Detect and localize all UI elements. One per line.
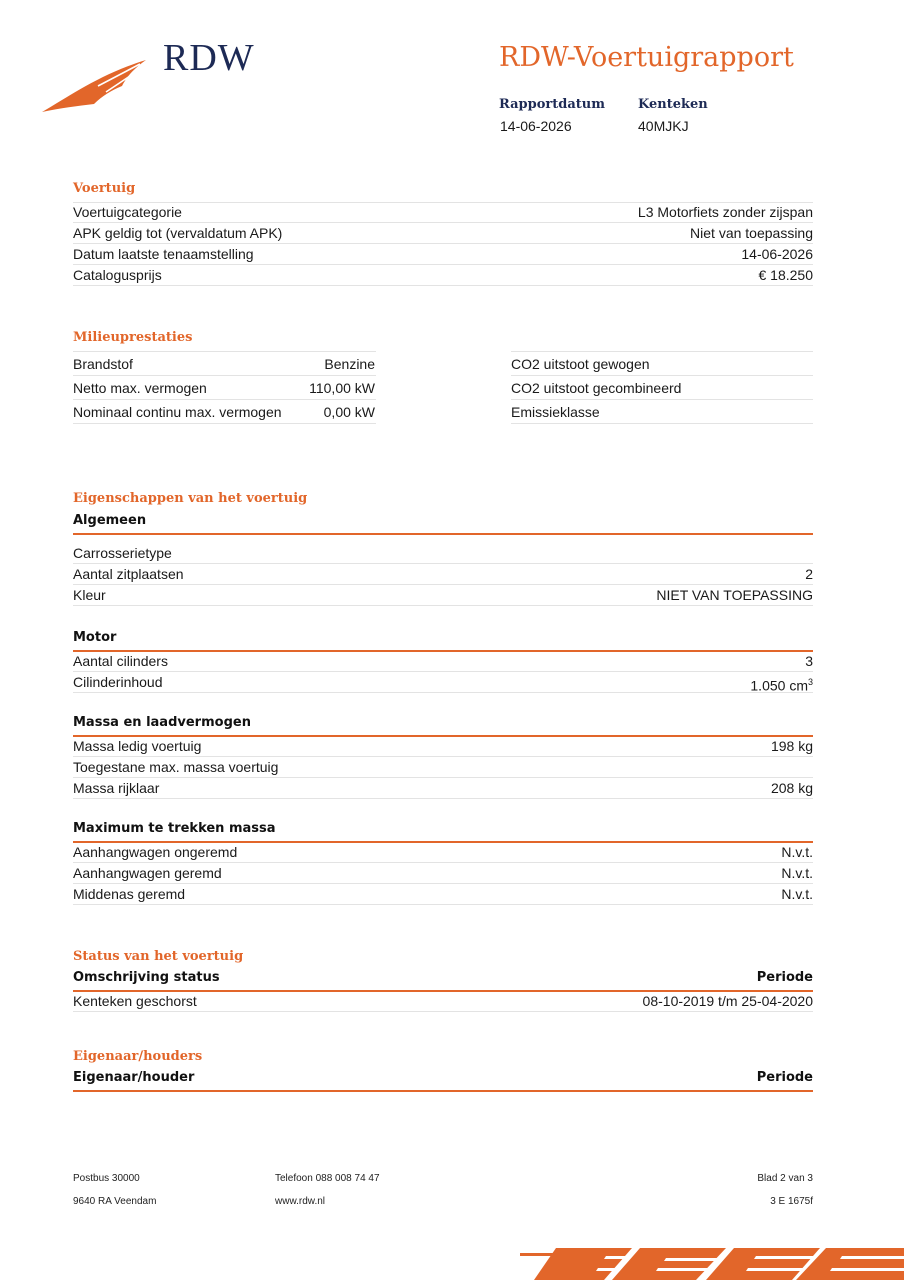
row-value [750, 673, 813, 696]
table-row [73, 244, 813, 265]
row-label: Kenteken geschorst [73, 993, 197, 1009]
row-value: € 18.250 [758, 267, 813, 283]
footer-website: www.rdw.nl [275, 1196, 326, 1207]
row-label: Aantal cilinders [73, 653, 168, 669]
subsection-title-massa [73, 715, 813, 737]
table-row [73, 842, 813, 863]
table-row [73, 736, 813, 757]
row-value: Niet van toepassing [690, 225, 813, 241]
table-row [73, 400, 813, 424]
row-label: Aantal zitplaatsen [73, 566, 184, 582]
column-header-periode: Periode [756, 1070, 813, 1085]
footer-postbus: Postbus 30000 [73, 1173, 140, 1184]
column-header-eigenaar: Eigenaar/houder [73, 1070, 195, 1085]
subsection-label: Motor [73, 630, 117, 645]
footer-telefoon: Telefoon 088 008 74 47 [275, 1173, 380, 1184]
table-row [73, 564, 813, 585]
table-row [73, 265, 813, 286]
subsection-title-trekken [73, 821, 813, 843]
subsection-label: Algemeen [73, 513, 147, 528]
row-value: N.v.t. [781, 886, 813, 902]
row-label: Emissieklasse [511, 404, 600, 420]
rapportdatum-label: Rapportdatum [499, 97, 605, 112]
footer-blad: Blad 2 van 3 [757, 1173, 813, 1184]
row-label: Netto max. vermogen [73, 380, 207, 396]
table-row [73, 543, 813, 564]
section-title-status: Status van het voertuig [73, 949, 244, 964]
row-label: Brandstof [73, 356, 133, 372]
row-value: Benzine [324, 356, 375, 372]
row-value: 14-06-2026 [741, 246, 813, 262]
table-row [73, 863, 813, 884]
section-title-voertuig: Voertuig [73, 181, 136, 196]
row-value: 0,00 kW [323, 404, 375, 420]
row-label: Massa ledig voertuig [73, 738, 202, 754]
row-label: Nominaal continu max. vermogen [73, 404, 282, 420]
report-title: RDW-Voertuigrapport [499, 42, 794, 73]
table-row [73, 884, 813, 905]
table-row [73, 991, 813, 1012]
footer-plaats: 9640 RA Veendam [73, 1196, 157, 1207]
subsection-title-algemeen [73, 513, 813, 535]
row-label: CO2 uitstoot gewogen [511, 356, 650, 372]
table-row [73, 376, 813, 400]
row-value: NIET VAN TOEPASSING [656, 587, 813, 603]
section-title-eigenaar: Eigenaar/houders [73, 1049, 203, 1064]
section-title-eigenschappen: Eigenschappen van het voertuig [73, 491, 308, 506]
table-row [73, 672, 813, 693]
status-header [73, 970, 813, 992]
row-label: Kleur [73, 587, 106, 603]
row-label: Middenas geremd [73, 886, 186, 902]
rdw-stripes-icon [520, 1244, 904, 1280]
kenteken-value: 40MJKJ [638, 118, 689, 134]
table-row [73, 757, 813, 778]
row-label: APK geldig tot (vervaldatum APK) [73, 225, 283, 241]
row-label: Toegestane max. massa voertuig [73, 759, 279, 775]
row-label: Cilinderinhoud [73, 674, 163, 690]
table-row [73, 202, 813, 223]
unit-superscript: 3 [807, 677, 813, 687]
table-row [73, 352, 813, 376]
table-row [73, 651, 813, 672]
footer-code: 3 E 1675f [770, 1196, 813, 1207]
eigenaar-header [73, 1070, 813, 1092]
subsection-title-motor [73, 630, 813, 652]
row-label: Voertuigcategorie [73, 204, 182, 220]
row-value: 3 [805, 653, 813, 669]
kenteken-label: Kenteken [638, 97, 708, 112]
cilinderinhoud-value: 1.050 cm [750, 677, 808, 694]
row-value: 2 [805, 566, 813, 582]
row-label: Datum laatste tenaamstelling [73, 246, 254, 262]
row-value: L3 Motorfiets zonder zijspan [637, 204, 813, 220]
row-label: Catalogusprijs [73, 267, 162, 283]
row-label: Aanhangwagen ongeremd [73, 844, 238, 860]
column-header-periode: Periode [756, 970, 813, 985]
rapportdatum-value: 14-06-2026 [500, 118, 572, 134]
row-value: 208 kg [770, 780, 813, 796]
row-value: N.v.t. [781, 844, 813, 860]
row-value: 198 kg [770, 738, 813, 754]
row-label: Aanhangwagen geremd [73, 865, 222, 881]
table-row [73, 778, 813, 799]
row-value: N.v.t. [781, 865, 813, 881]
column-header-status: Omschrijving status [73, 970, 220, 985]
section-title-milieu: Milieuprestaties [73, 330, 193, 345]
table-row [73, 223, 813, 244]
rdw-logo-text: RDW [163, 37, 255, 79]
subsection-label: Maximum te trekken massa [73, 821, 276, 836]
subsection-label: Massa en laadvermogen [73, 715, 251, 730]
row-label: Carrosserietype [73, 545, 172, 561]
rdw-logo-icon [40, 56, 150, 116]
row-label: CO2 uitstoot gecombineerd [511, 380, 682, 396]
table-row [73, 585, 813, 606]
row-value: 110,00 kW [309, 380, 375, 396]
row-value: 08-10-2019 t/m 25-04-2020 [642, 993, 813, 1009]
row-label: Massa rijklaar [73, 780, 160, 796]
